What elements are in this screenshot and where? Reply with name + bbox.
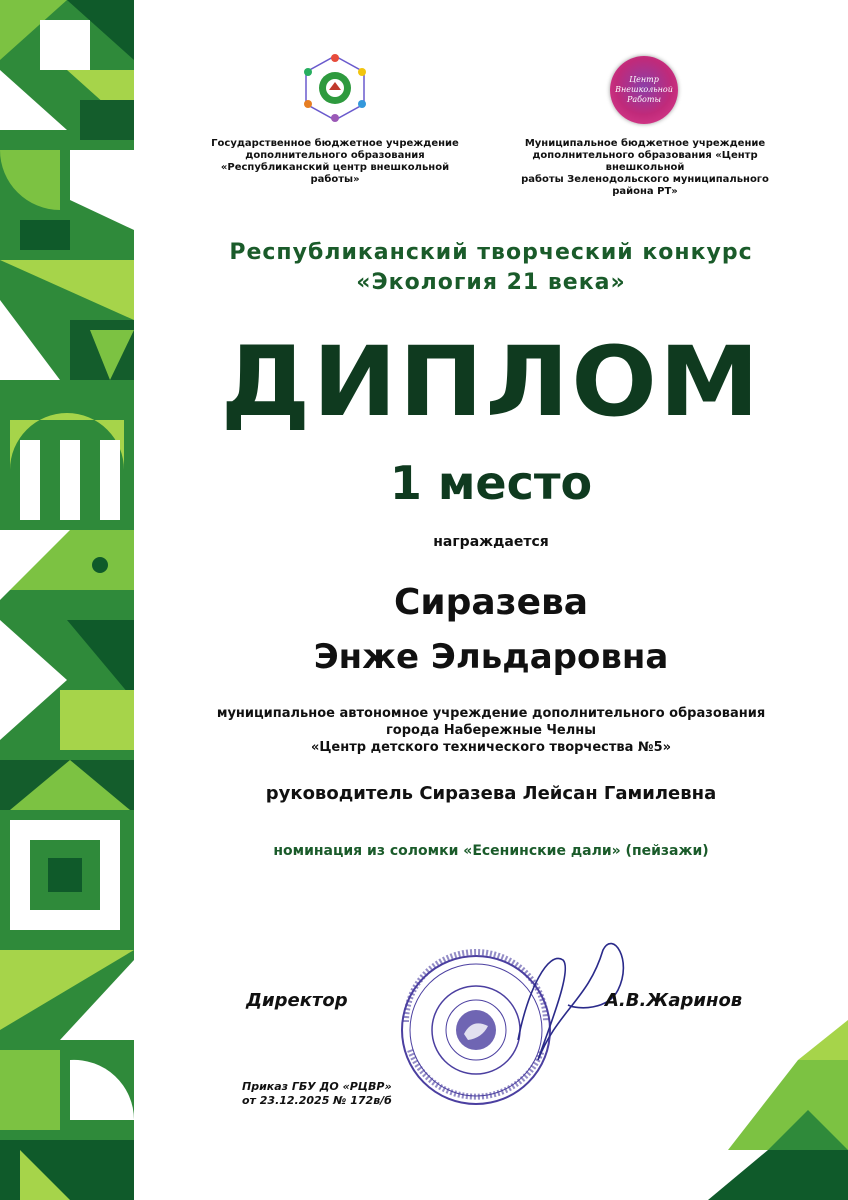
recipient-given-name: Энже Эльдаровна	[313, 637, 669, 677]
cvr-logo-text-3: Работы	[627, 95, 661, 104]
cvr-logo-text-1: Центр	[629, 75, 659, 84]
contest-line2: «Экология 21 века»	[356, 270, 626, 295]
org-left-line2: дополнительного образования	[245, 150, 425, 161]
cvr-logo	[610, 56, 678, 124]
order-line1: Приказ ГБУ ДО «РЦВР»	[242, 1080, 392, 1093]
institution-line3: «Центр детского технического творчества №5»	[310, 740, 672, 755]
order-reference	[242, 1080, 392, 1108]
diploma-title: ДИПЛОМ	[220, 326, 762, 438]
leader-text: руководитель Сиразева Лейсан Гамилевна	[265, 783, 717, 804]
director-name: А.В.Жаринов	[605, 990, 743, 1011]
contest-title	[134, 238, 848, 298]
decorative-corner	[708, 1020, 848, 1200]
rcvr-logo	[296, 52, 374, 124]
contest-line1: Республиканский творческий конкурс	[229, 240, 753, 265]
recipient-surname: Сиразева	[393, 582, 589, 623]
org-left-text	[200, 138, 470, 186]
cvr-logo-text-2: Внешкольной	[615, 85, 673, 94]
org-right-line1: Муниципальное бюджетное учреждение	[524, 138, 766, 149]
nomination-text: номинация из соломки «Есенинские дали» (пейзажи)	[273, 843, 709, 859]
director-label: Директор	[246, 990, 348, 1011]
awarded-label: награждается	[433, 534, 549, 550]
institution-line2: города Набережные Челны	[385, 723, 597, 738]
official-seal	[398, 930, 658, 1110]
org-left-line1: Государственное бюджетное учреждение	[211, 138, 459, 149]
order-line2: от 23.12.2025 № 172в/б	[242, 1094, 392, 1107]
institution-line1: муниципальное автономное учреждение дополнительного образования	[216, 706, 766, 721]
institution	[134, 705, 848, 756]
place-label: 1 место	[389, 456, 593, 510]
org-right-line3: работы Зеленодольского муниципального района РТ»	[521, 174, 769, 197]
decorative-left-strip	[0, 0, 134, 1200]
org-right-text	[500, 138, 790, 198]
org-right-line2: дополнительного образования «Центр внешкольной	[532, 150, 758, 173]
org-left-line3: «Республиканский центр внешкольной работы»	[220, 162, 450, 185]
